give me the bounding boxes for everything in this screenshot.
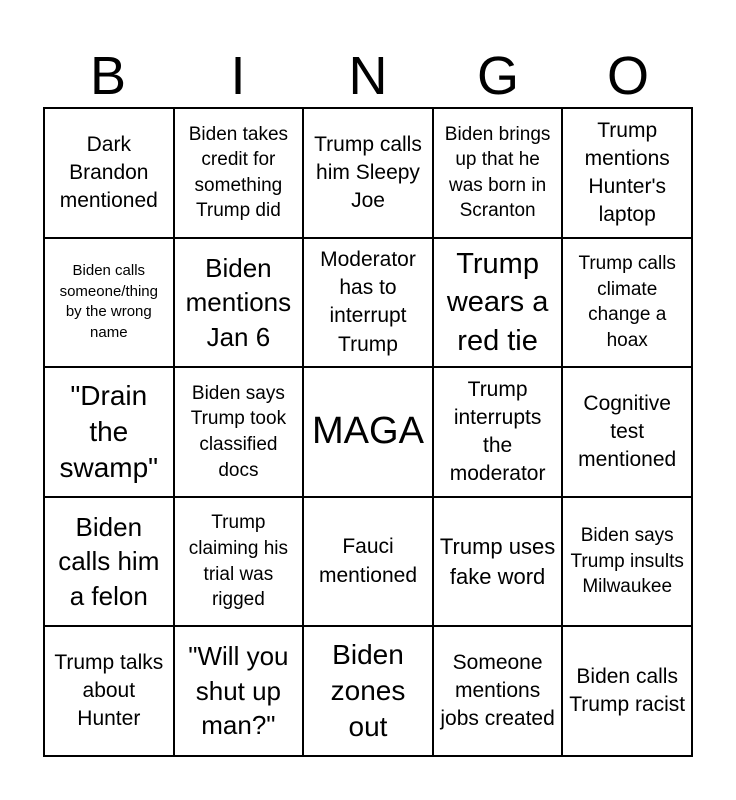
bingo-cell[interactable] — [44, 238, 174, 368]
bingo-cell-text: Trump calls climate change a hoax — [578, 253, 676, 352]
bingo-cell-text: Trump claiming his trial was rigged — [188, 512, 289, 611]
bingo-cell[interactable] — [174, 238, 304, 368]
bingo-cell-text: Biden zones out — [330, 639, 406, 743]
bingo-cell[interactable] — [562, 626, 692, 756]
bingo-cell-text: Biden brings up that he was born in Scranton — [444, 123, 551, 222]
bingo-cell-text: Trump wears a red tie — [446, 247, 549, 357]
bingo-cell-text: Trump uses fake word — [439, 534, 556, 589]
bingo-header — [43, 44, 693, 108]
bingo-cell-text: Trump mentions Hunter's laptop — [584, 118, 670, 226]
header-letter-n: N — [348, 46, 388, 106]
bingo-cell[interactable] — [174, 497, 304, 627]
bingo-cell-text: Biden takes credit for something Trump did — [188, 123, 289, 222]
bingo-cell[interactable] — [433, 497, 563, 627]
bingo-cell[interactable] — [44, 497, 174, 627]
bingo-cell-text: "Will you shut up man?" — [188, 641, 289, 741]
bingo-cell-text: Biden calls him a felon — [58, 511, 160, 611]
bingo-cell[interactable] — [44, 108, 174, 238]
bingo-cell[interactable] — [303, 108, 433, 238]
bingo-cell[interactable] — [562, 238, 692, 368]
bingo-cell[interactable] — [44, 626, 174, 756]
bingo-cell-text: Trump talks about Hunter — [54, 651, 164, 731]
bingo-cell[interactable] — [433, 626, 563, 756]
bingo-cell-text: Biden says Trump took classified docs — [190, 382, 287, 481]
bingo-cell[interactable] — [174, 108, 304, 238]
bingo-cell[interactable] — [433, 238, 563, 368]
bingo-cell-text: Fauci mentioned — [318, 535, 418, 587]
header-letter-o: O — [606, 46, 649, 106]
header-letter-i: I — [230, 46, 246, 106]
bingo-cell-text: Trump interrupts the moderator — [449, 377, 546, 486]
bingo-cell-text: Someone mentions jobs created — [440, 651, 555, 731]
bingo-free-space-cell[interactable] — [303, 367, 433, 497]
bingo-card-grid — [43, 107, 693, 757]
bingo-cell[interactable] — [303, 497, 433, 627]
bingo-cell-text: Biden mentions Jan 6 — [185, 252, 292, 352]
bingo-cell[interactable] — [174, 367, 304, 497]
bingo-cell-text: Biden says Trump insults Milwaukee — [570, 525, 684, 598]
bingo-cell-text: Biden calls Trump racist — [569, 665, 686, 717]
bingo-cell-text: Trump calls him Sleepy Joe — [314, 132, 422, 212]
bingo-cell[interactable] — [44, 367, 174, 497]
bingo-cell[interactable] — [562, 497, 692, 627]
bingo-cell[interactable] — [174, 626, 304, 756]
bingo-cell[interactable] — [562, 367, 692, 497]
bingo-cell-text: "Drain the swamp" — [59, 379, 159, 484]
header-letter-g: G — [476, 46, 519, 106]
header-letter-b: B — [89, 46, 127, 106]
bingo-cell-text: Biden calls someone/thing by the wrong name — [59, 262, 158, 342]
bingo-cell-text: Cognitive test mentioned — [578, 391, 677, 472]
bingo-cell[interactable] — [433, 367, 563, 497]
bingo-cell-text: Dark Brandon mentioned — [59, 132, 158, 212]
bingo-cell-text: Moderator has to interrupt Trump — [320, 248, 416, 356]
bingo-cell[interactable] — [562, 108, 692, 238]
free-space-text: MAGA — [312, 410, 424, 453]
bingo-cell[interactable] — [433, 108, 563, 238]
bingo-cell[interactable] — [303, 238, 433, 368]
bingo-cell[interactable] — [303, 626, 433, 756]
